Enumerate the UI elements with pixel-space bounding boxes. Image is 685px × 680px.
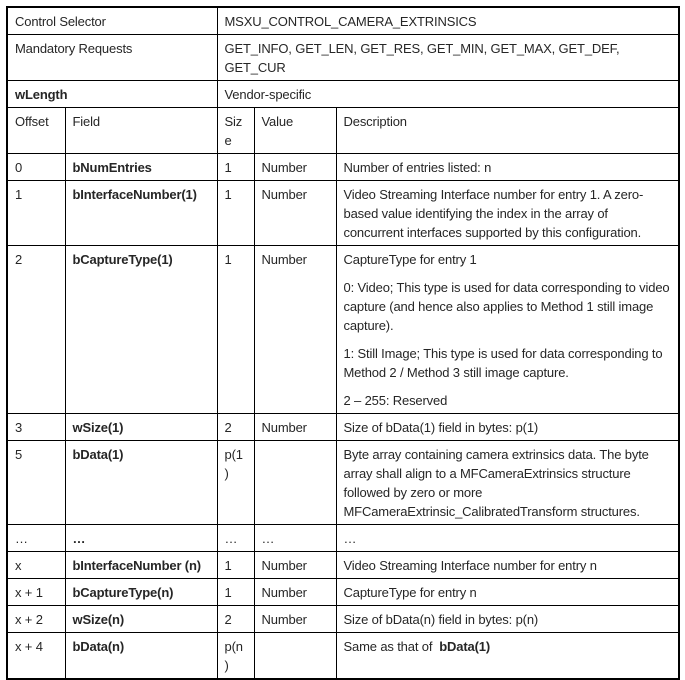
size-cell: … (217, 525, 254, 552)
description-paragraph: Number of entries listed: n (343, 160, 492, 175)
field-cell: wSize(1) (65, 414, 217, 441)
value-cell: Number (254, 414, 336, 441)
meta-value: Vendor-specific (217, 81, 679, 108)
meta-value: GET_INFO, GET_LEN, GET_RES, GET_MIN, GET_MAX, GET_DEF, GET_CUR (217, 35, 679, 81)
field-cell: wSize(n) (65, 606, 217, 633)
description-cell (336, 633, 679, 680)
offset-cell: … (7, 525, 65, 552)
description-paragraph: Byte array containing camera extrinsics data. The byte array shall align to a MFCameraExtrinsics structure followed by zero or more MFCameraExtrinsic_CalibratedTransform structures. (343, 447, 653, 519)
header-field: Field (65, 108, 217, 154)
meta-label: Mandatory Requests (7, 35, 217, 81)
description-paragraph: 0: Video; This type is used for data corresponding to video capture (and hence also applies to Method 1 still image capture). (343, 280, 673, 333)
table-row (7, 246, 679, 414)
field-cell: bData(1) (65, 441, 217, 525)
control-spec-table (6, 6, 680, 680)
size-cell: 1 (217, 246, 254, 414)
description-cell (336, 579, 679, 606)
field-cell: bInterfaceNumber(1) (65, 181, 217, 246)
field-cell: bInterfaceNumber (n) (65, 552, 217, 579)
table-row (7, 414, 679, 441)
meta-row-wlength (7, 81, 679, 108)
value-cell: Number (254, 154, 336, 181)
description-text: Same as that of (343, 639, 440, 654)
size-cell: 1 (217, 181, 254, 246)
description-bold-text: bData(1) (439, 639, 491, 654)
size-cell: 2 (217, 414, 254, 441)
table-row (7, 552, 679, 579)
header-value: Value (254, 108, 336, 154)
table-row (7, 441, 679, 525)
meta-label: Control Selector (7, 7, 217, 35)
description-cell (336, 441, 679, 525)
description-paragraph: Video Streaming Interface number for entry n (343, 558, 597, 573)
header-size: Size (217, 108, 254, 154)
field-cell: bCaptureType(n) (65, 579, 217, 606)
table-row (7, 606, 679, 633)
meta-label: wLength (7, 81, 217, 108)
meta-row-control-selector (7, 7, 679, 35)
description-cell (336, 414, 679, 441)
offset-cell: x + 1 (7, 579, 65, 606)
description-cell (336, 246, 679, 414)
offset-cell: 0 (7, 154, 65, 181)
table-row (7, 154, 679, 181)
value-cell: Number (254, 552, 336, 579)
size-cell: 1 (217, 579, 254, 606)
header-offset: Offset (7, 108, 65, 154)
field-cell: bData(n) (65, 633, 217, 680)
value-cell: Number (254, 246, 336, 414)
description-paragraph: Size of bData(n) field in bytes: p(n) (343, 612, 539, 627)
value-cell: Number (254, 606, 336, 633)
table-row (7, 579, 679, 606)
description-cell (336, 552, 679, 579)
meta-row-mandatory-requests (7, 35, 679, 81)
description-paragraph: CaptureType for entry n (343, 585, 477, 600)
description-paragraph: CaptureType for entry 1 (343, 252, 477, 267)
value-cell (254, 633, 336, 680)
table-row (7, 181, 679, 246)
field-cell: … (65, 525, 217, 552)
description-paragraph: … (343, 531, 357, 546)
offset-cell: 2 (7, 246, 65, 414)
offset-cell: 5 (7, 441, 65, 525)
offset-cell: 1 (7, 181, 65, 246)
value-cell: Number (254, 181, 336, 246)
description-paragraph: Size of bData(1) field in bytes: p(1) (343, 420, 539, 435)
meta-value: MSXU_CONTROL_CAMERA_EXTRINSICS (217, 7, 679, 35)
header-description: Description (336, 108, 679, 154)
size-cell: 2 (217, 606, 254, 633)
offset-cell: x + 4 (7, 633, 65, 680)
size-cell: 1 (217, 552, 254, 579)
value-cell: Number (254, 579, 336, 606)
table-row (7, 633, 679, 680)
description-paragraph: Video Streaming Interface number for entry 1. A zero-based value identifying the index in the array of concurrent interfaces supported by this configuration. (343, 187, 644, 240)
description-cell (336, 181, 679, 246)
header-row (7, 108, 679, 154)
offset-cell: x + 2 (7, 606, 65, 633)
size-cell: p(n) (217, 633, 254, 680)
field-cell: bCaptureType(1) (65, 246, 217, 414)
field-cell: bNumEntries (65, 154, 217, 181)
description-cell (336, 154, 679, 181)
description-paragraph: 1: Still Image; This type is used for data corresponding to Method 2 / Method 3 still image capture. (343, 346, 666, 380)
table-row (7, 525, 679, 552)
description-paragraph (344, 637, 672, 656)
offset-cell: 3 (7, 414, 65, 441)
value-cell: … (254, 525, 336, 552)
size-cell: 1 (217, 154, 254, 181)
description-cell (336, 525, 679, 552)
description-paragraph: 2 – 255: Reserved (343, 393, 448, 408)
value-cell (254, 441, 336, 525)
size-cell: p(1) (217, 441, 254, 525)
offset-cell: x (7, 552, 65, 579)
description-cell (336, 606, 679, 633)
